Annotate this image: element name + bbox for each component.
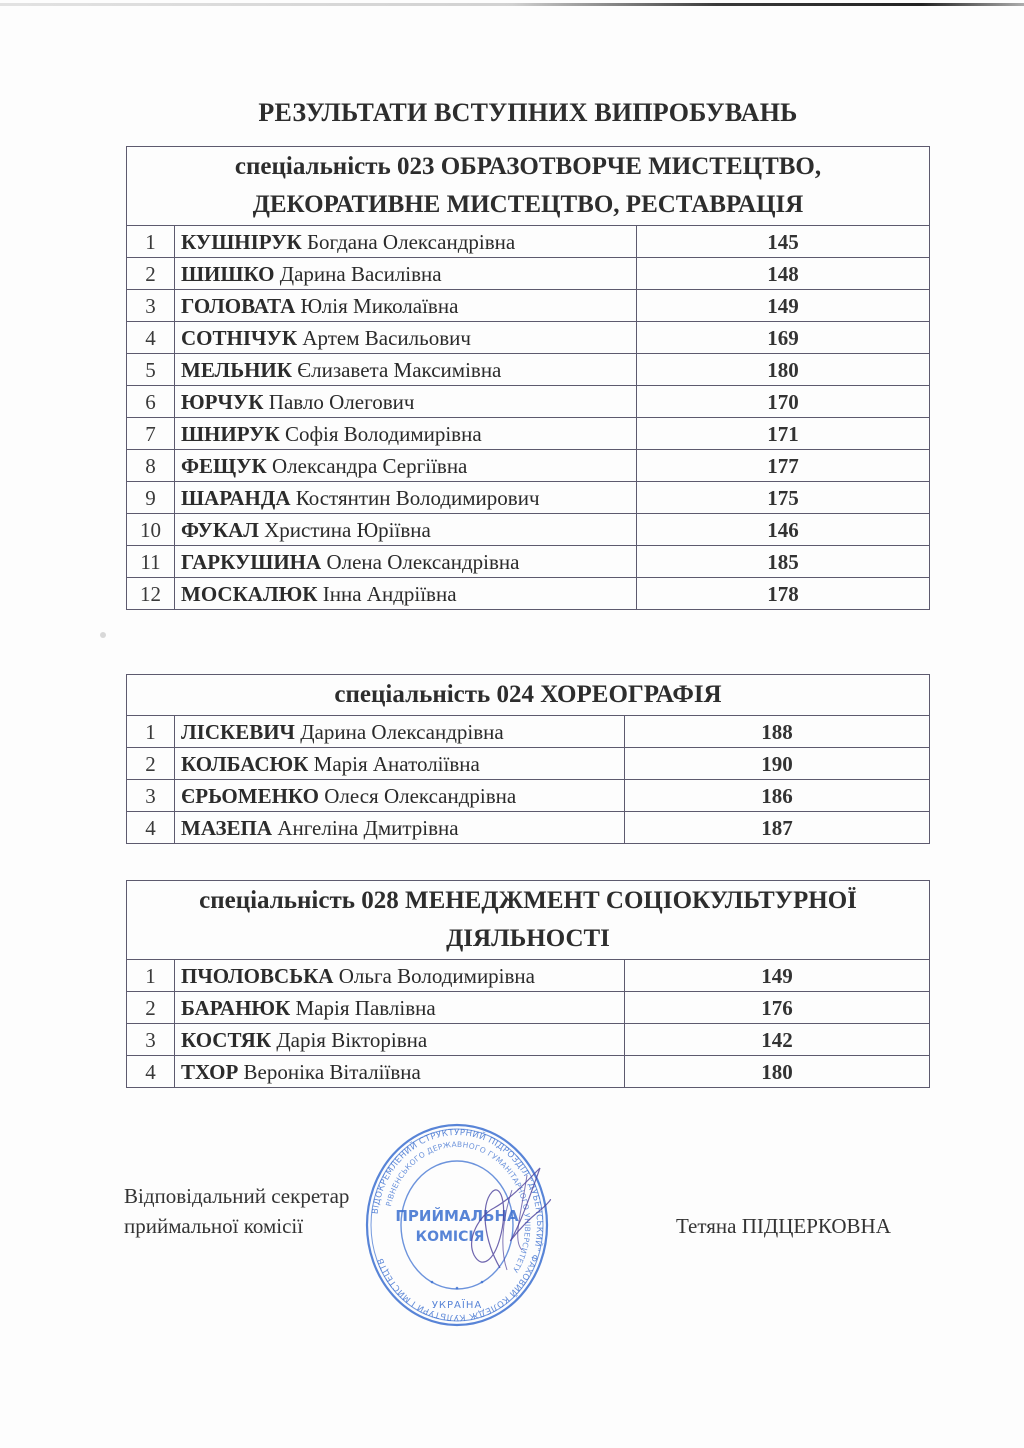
applicant-given-names: Марія Анатоліївна [313, 751, 480, 776]
document-title: РЕЗУЛЬТАТИ ВСТУПНИХ ВИПРОБУВАНЬ [258, 98, 798, 127]
table-row [127, 546, 930, 578]
applicant-surname: МОСКАЛЮК [181, 581, 318, 606]
applicant-name [175, 418, 637, 450]
results-table-028 [126, 880, 930, 1088]
applicant-given-names: Дарія Вікторівна [276, 1027, 428, 1052]
table-row [127, 716, 930, 748]
applicant-score: 188 [625, 716, 930, 748]
applicant-score: 177 [637, 450, 930, 482]
row-number: 4 [127, 322, 175, 354]
applicant-name [175, 780, 625, 812]
table-row [127, 354, 930, 386]
stamp-center-line2: КОМІСІЯ [415, 1229, 485, 1245]
applicant-surname: КОЛБАСЮК [181, 751, 309, 776]
table-row [127, 812, 930, 844]
row-number: 9 [127, 482, 175, 514]
table-row [127, 960, 930, 992]
row-number: 3 [127, 780, 175, 812]
applicant-surname: ПЧОЛОВСЬКА [181, 963, 334, 988]
table-row [127, 450, 930, 482]
table-heading-line2: ДІЯЛЬНОСТІ [446, 925, 610, 952]
applicant-name [175, 578, 637, 610]
applicant-name [175, 716, 625, 748]
applicant-surname: ГАРКУШИНА [181, 549, 322, 574]
applicant-score: 190 [625, 748, 930, 780]
table-row [127, 258, 930, 290]
table-heading-line1: спеціальність 028 МЕНЕДЖМЕНТ СОЦІОКУЛЬТУРНОЇ [199, 887, 857, 914]
applicant-name [175, 322, 637, 354]
applicant-given-names: Богдана Олександрівна [306, 229, 516, 254]
applicant-name [175, 960, 625, 992]
row-number: 3 [127, 1024, 175, 1056]
applicant-given-names: Марія Павлівна [295, 995, 436, 1020]
applicant-given-names: Вероніка Віталіївна [243, 1059, 421, 1084]
applicant-given-names: Дарина Олександрівна [300, 719, 504, 744]
table-row [127, 386, 930, 418]
table-row [127, 290, 930, 322]
row-number: 4 [127, 1056, 175, 1088]
applicant-surname: ЄРЬОМЕНКО [181, 783, 319, 808]
row-number: 7 [127, 418, 175, 450]
row-number: 2 [127, 748, 175, 780]
applicant-name [175, 1056, 625, 1088]
applicant-surname: БАРАНЮК [181, 995, 291, 1020]
applicant-score: 142 [625, 1024, 930, 1056]
applicant-given-names: Софія Володимирівна [284, 421, 482, 446]
applicant-given-names: Інна Андріївна [322, 581, 457, 606]
table-heading-line1: спеціальність 024 ХОРЕОГРАФІЯ [334, 681, 722, 708]
row-number: 12 [127, 578, 175, 610]
applicant-surname: КОСТЯК [181, 1027, 272, 1052]
applicant-given-names: Христина Юріївна [264, 517, 431, 542]
official-stamp [362, 1120, 552, 1330]
applicant-surname: ФУКАЛ [181, 517, 259, 542]
row-number: 1 [127, 716, 175, 748]
applicant-score: 185 [637, 546, 930, 578]
applicant-score: 169 [637, 322, 930, 354]
applicant-score: 186 [625, 780, 930, 812]
stamp-rings [367, 1125, 547, 1325]
applicant-surname: ШНИРУК [181, 421, 280, 446]
results-table-023 [126, 146, 930, 610]
row-number: 2 [127, 992, 175, 1024]
applicant-score: 149 [637, 290, 930, 322]
applicant-surname: ФЕЩУК [181, 453, 267, 478]
applicant-name [175, 748, 625, 780]
table-row [127, 992, 930, 1024]
applicant-surname: ШИШКО [181, 261, 275, 286]
position-line1: Відповідальний секретар [124, 1184, 350, 1208]
applicant-given-names: Олена Олександрівна [326, 549, 520, 574]
table-row [127, 322, 930, 354]
applicant-given-names: Артем Васильович [302, 325, 471, 350]
applicant-surname: ШАРАНДА [181, 485, 291, 510]
applicant-score: 148 [637, 258, 930, 290]
table-row [127, 578, 930, 610]
table-heading-line2: ДЕКОРАТИВНЕ МИСТЕЦТВО, РЕСТАВРАЦІЯ [252, 191, 804, 218]
applicant-name [175, 482, 637, 514]
applicant-name [175, 1024, 625, 1056]
applicant-name [175, 258, 637, 290]
applicant-surname: КУШНІРУК [181, 229, 302, 254]
row-number: 11 [127, 546, 175, 578]
table-row [127, 1056, 930, 1088]
applicant-surname: ЮРЧУК [181, 389, 264, 414]
applicant-name [175, 354, 637, 386]
applicant-given-names: Павло Олегович [268, 389, 415, 414]
table-heading [127, 881, 930, 960]
applicant-given-names: Олеся Олександрівна [324, 783, 517, 808]
applicant-given-names: Ольга Володимирівна [338, 963, 535, 988]
applicant-score: 171 [637, 418, 930, 450]
applicant-given-names: Костянтин Володимирович [295, 485, 540, 510]
stamp-bottom-text: УКРАЇНА [431, 1300, 483, 1311]
applicant-given-names: Дарина Василівна [279, 261, 442, 286]
applicant-surname: ГОЛОВАТА [181, 293, 296, 318]
applicant-score: 149 [625, 960, 930, 992]
applicant-score: 145 [637, 226, 930, 258]
stamp-ring-inner-text: РІВНЕНСЬКОГО ДЕРЖАВНОГО ГУМАНІТАРНОГО УНІВЕРСИТЕТУ [384, 1139, 533, 1275]
applicant-score: 146 [637, 514, 930, 546]
applicant-score: 180 [625, 1056, 930, 1088]
table-row [127, 514, 930, 546]
signatory-name: Тетяна ПІДЦЕРКОВНА [676, 1214, 891, 1238]
table-heading [127, 675, 930, 716]
table-row [127, 748, 930, 780]
applicant-surname: ТХОР [181, 1059, 239, 1084]
applicant-surname: СОТНІЧУК [181, 325, 298, 350]
row-number: 4 [127, 812, 175, 844]
row-number: 10 [127, 514, 175, 546]
stamp-ring-outer-text: ВІДОКРЕМЛЕНИЙ СТРУКТУРНИЙ ПІДРОЗДІЛ "ДУБЕНСЬКИЙ" ФАХОВИЙ КОЛЕДЖ КУЛЬТУРИ І МИСТЕЦТВ [370, 1127, 545, 1323]
applicant-name [175, 386, 637, 418]
row-number: 5 [127, 354, 175, 386]
applicant-given-names: Єлизавета Максимівна [297, 357, 502, 382]
stamp-center-line1: ПРИЙМАЛЬНА [395, 1207, 519, 1225]
scan-speck [100, 632, 106, 638]
applicant-name [175, 546, 637, 578]
applicant-score: 180 [637, 354, 930, 386]
row-number: 1 [127, 226, 175, 258]
applicant-score: 176 [625, 992, 930, 1024]
table-row [127, 482, 930, 514]
applicant-name [175, 290, 637, 322]
applicant-name [175, 450, 637, 482]
table-heading-line1: спеціальність 023 ОБРАЗОТВОРЧЕ МИСТЕЦТВО, [234, 153, 822, 180]
table-row [127, 418, 930, 450]
row-number: 1 [127, 960, 175, 992]
position-line2: приймальної комісії [124, 1214, 304, 1238]
applicant-surname: МАЗЕПА [181, 815, 273, 840]
applicant-name [175, 992, 625, 1024]
applicant-given-names: Олександра Сергіївна [272, 453, 468, 478]
scan-edge [0, 3, 1024, 6]
applicant-given-names: Ангеліна Дмитрівна [277, 815, 459, 840]
row-number: 3 [127, 290, 175, 322]
applicant-score: 178 [637, 578, 930, 610]
row-number: 8 [127, 450, 175, 482]
table-row [127, 780, 930, 812]
table-row [127, 1024, 930, 1056]
applicant-given-names: Юлія Миколаївна [300, 293, 459, 318]
applicant-score: 175 [637, 482, 930, 514]
table-row [127, 226, 930, 258]
table-heading [127, 147, 930, 226]
applicant-surname: ЛІСКЕВИЧ [181, 719, 295, 744]
signatory-position [124, 1181, 349, 1241]
row-number: 2 [127, 258, 175, 290]
applicant-name [175, 514, 637, 546]
applicant-name [175, 812, 625, 844]
results-table-024 [126, 674, 930, 844]
applicant-score: 187 [625, 812, 930, 844]
applicant-score: 170 [637, 386, 930, 418]
applicant-surname: МЕЛЬНИК [181, 357, 292, 382]
row-number: 6 [127, 386, 175, 418]
applicant-name [175, 226, 637, 258]
